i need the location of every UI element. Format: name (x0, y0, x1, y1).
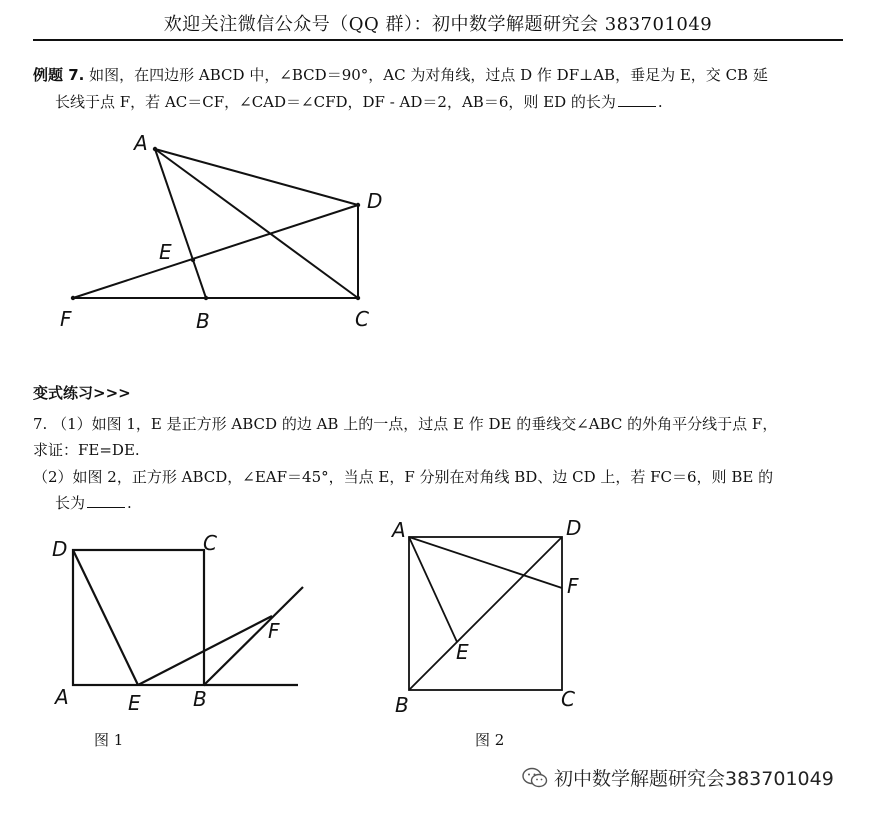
fig2-label-D: D (566, 516, 582, 540)
figure-1-caption: 图 1 (94, 731, 124, 749)
label-E: E (159, 240, 172, 264)
fig1-label-D: D (52, 537, 68, 561)
segment-AF (409, 537, 562, 588)
fig2-label-E: E (456, 640, 469, 664)
fig2-label-F: F (567, 574, 579, 598)
fig2-label-B: B (395, 693, 409, 717)
wechat-icon (522, 767, 548, 789)
fig1-label-E: E (128, 691, 141, 715)
label-A: A (134, 131, 148, 155)
fig2-label-A: A (392, 518, 406, 542)
label-B: B (196, 309, 210, 333)
example-text-2-end: . (657, 93, 663, 111)
fig1-label-F: F (268, 619, 280, 643)
label-D: D (367, 189, 383, 213)
fig1-label-B: B (193, 687, 207, 711)
figure-2-caption: 图 2 (475, 731, 505, 749)
label-F: F (60, 307, 72, 331)
fig1-label-C: C (203, 531, 217, 555)
variant-q1-line-1: 7. （1）如图 1，E 是正方形 ABCD 的边 AB 上的一点，过点 E 作 DE 的垂线交∠ABC 的外角平分线于点 F， (33, 415, 778, 433)
label-C: C (355, 307, 369, 331)
variant-heading: 变式练习>>> (33, 384, 131, 402)
example-text-2: 长线于点 F，若 AC＝CF，∠CAD＝∠CFD，DF - AD＝2，AB＝6，则 ED 的长为 (55, 93, 616, 111)
example-text-1: 如图，在四边形 ABCD 中，∠BCD＝90°，AC 为对角线，过点 D 作 DF⊥AB，垂足为 E，交 CB 延 (89, 66, 768, 84)
footer-watermark (522, 764, 834, 791)
variant-q2-end: . (127, 494, 132, 512)
fig1-label-A: A (55, 685, 69, 709)
variant-q2-text-2: 长为 (55, 494, 86, 512)
footer-text: 初中数学解题研究会383701049 (554, 768, 834, 790)
variant-q2-line-1: （2）如图 2，正方形 ABCD，∠EAF＝45°，当点 E，F 分别在对角线 BD、边 CD 上，若 FC＝6，则 BE 的 (33, 468, 774, 486)
variant-q1-line-2: 求证：FE=DE. (33, 441, 140, 459)
diagonal-BD (409, 537, 562, 690)
page-header: 欢迎关注微信公众号（QQ 群）：初中数学解题研究会 383701049 (163, 14, 713, 35)
fig2-label-C: C (561, 687, 575, 711)
example-label: 例题 7. (33, 66, 85, 84)
segment-AE (409, 537, 457, 642)
